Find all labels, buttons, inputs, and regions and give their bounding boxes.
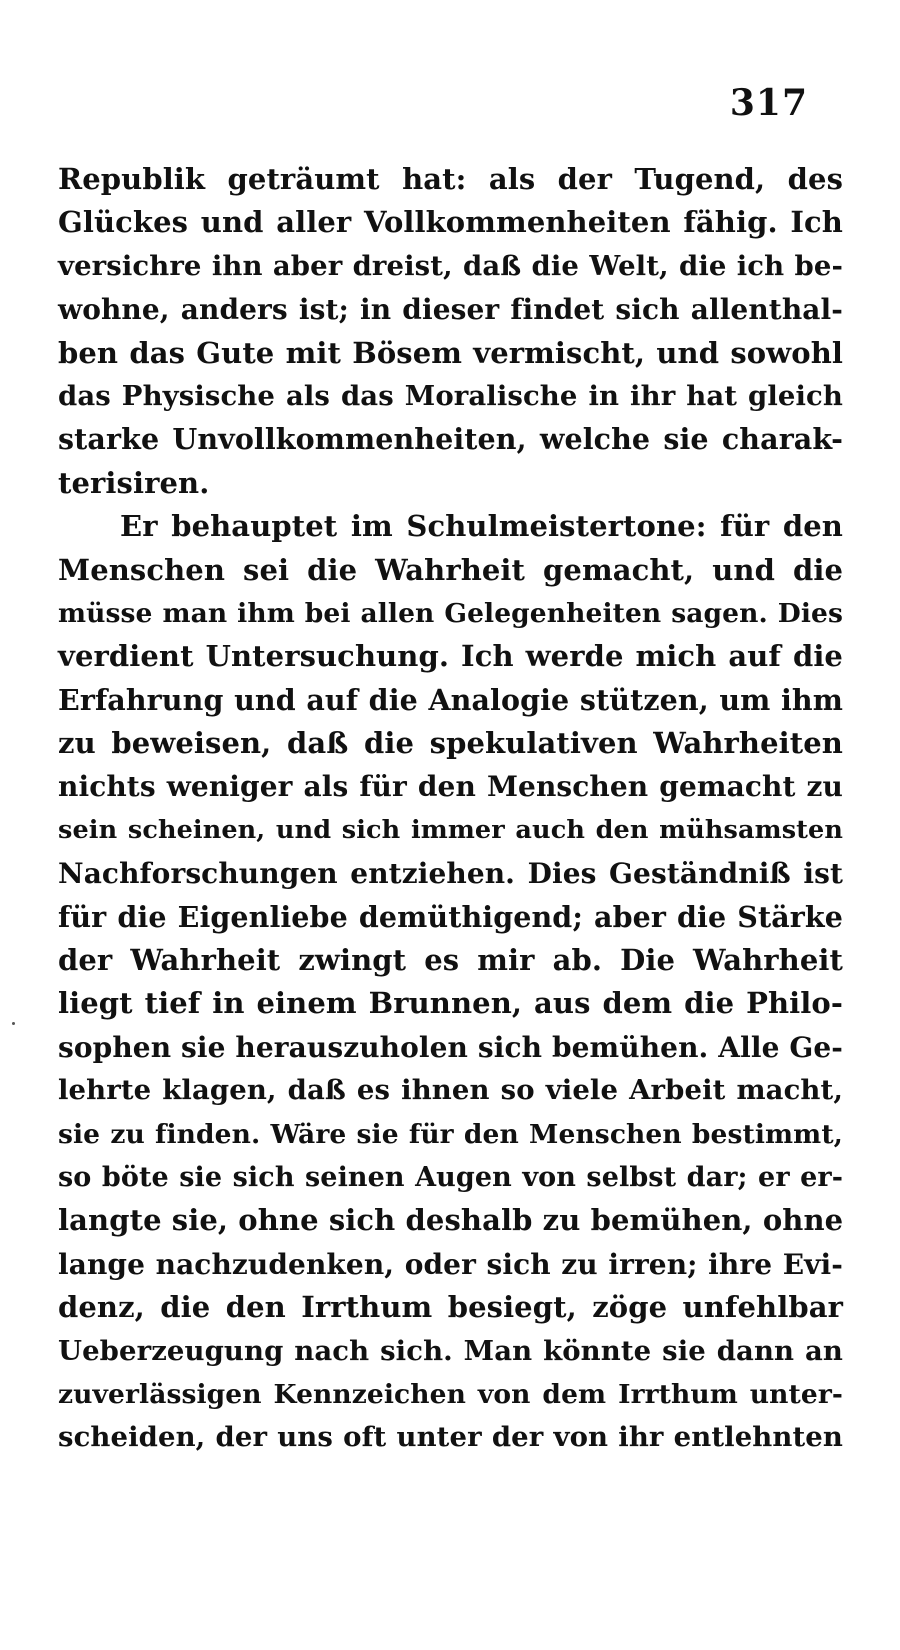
- text-line: wohne, anders ist; in dieser findet sich allenthal-: [58, 293, 843, 327]
- text-line: scheiden, der uns oft unter der von ihr entlehnten: [58, 1421, 843, 1454]
- body-text: [58, 158, 843, 1460]
- text-line: sophen sie herauszuholen sich bemühen. Alle Ge-: [58, 1030, 843, 1064]
- text-line: Ueberzeugung nach sich. Man könnte sie dann an: [58, 1334, 843, 1367]
- text-line: so böte sie sich seinen Augen von selbst dar; er er-: [58, 1161, 843, 1193]
- text-line: müsse man ihm bei allen Gelegenheiten sagen. Dies: [58, 597, 843, 629]
- paragraph-1: [58, 158, 843, 505]
- paragraph-2: [58, 505, 843, 1460]
- text-line: starke Unvollkommenheiten, welche sie charak-: [58, 422, 843, 457]
- text-line: ben das Gute mit Bösem vermischt, und sowohl: [58, 335, 843, 370]
- text-line: für die Eigenliebe demüthigend; aber die Stärke: [58, 899, 843, 934]
- text-line: Republik geträumt hat: als der Tugend, des: [58, 162, 843, 196]
- text-line: Er behauptet im Schulmeistertone: für den: [120, 509, 843, 544]
- margin-speck: [12, 1022, 15, 1025]
- text-line: zu beweisen, daß die spekulativen Wahrheiten: [58, 726, 843, 761]
- text-line: Menschen sei die Wahrheit gemacht, und die: [58, 552, 843, 587]
- text-line: das Physische als das Moralische in ihr hat gleich: [58, 379, 843, 412]
- text-line: verdient Untersuchung. Ich werde mich auf die: [58, 639, 843, 674]
- text-line: zuverlässigen Kennzeichen von dem Irrthum unter-: [58, 1378, 843, 1410]
- text-line: Erfahrung und auf die Analogie stützen, um ihm: [58, 682, 843, 717]
- text-line: versichre ihn aber dreist, daß die Welt, die ich be-: [58, 249, 843, 282]
- text-line: terisiren.: [58, 465, 210, 500]
- text-line: sie zu finden. Wäre sie für den Menschen bestimmt,: [58, 1118, 843, 1150]
- text-line: lehrte klagen, daß es ihnen so viele Arbeit macht,: [58, 1074, 843, 1107]
- page-number: 317: [729, 82, 808, 124]
- text-line: denz, die den Irrthum besiegt, zöge unfehlbar: [58, 1290, 843, 1325]
- text-line: nichts weniger als für den Menschen gemacht zu: [58, 770, 843, 804]
- text-line: Glückes und aller Vollkommenheiten fähig. Ich: [58, 205, 843, 240]
- text-line: liegt tief in einem Brunnen, aus dem die Philo-: [58, 986, 843, 1021]
- text-line: der Wahrheit zwingt es mir ab. Die Wahrheit: [58, 943, 843, 978]
- text-line: lange nachzudenken, oder sich zu irren; ihre Evi-: [58, 1247, 843, 1281]
- text-line: sein scheinen, und sich immer auch den mühsamsten: [58, 814, 843, 845]
- text-line: langte sie, ohne sich deshalb zu bemühen, ohne: [58, 1203, 844, 1238]
- text-line: Nachforschungen entziehen. Dies Geständniß ist: [58, 857, 843, 891]
